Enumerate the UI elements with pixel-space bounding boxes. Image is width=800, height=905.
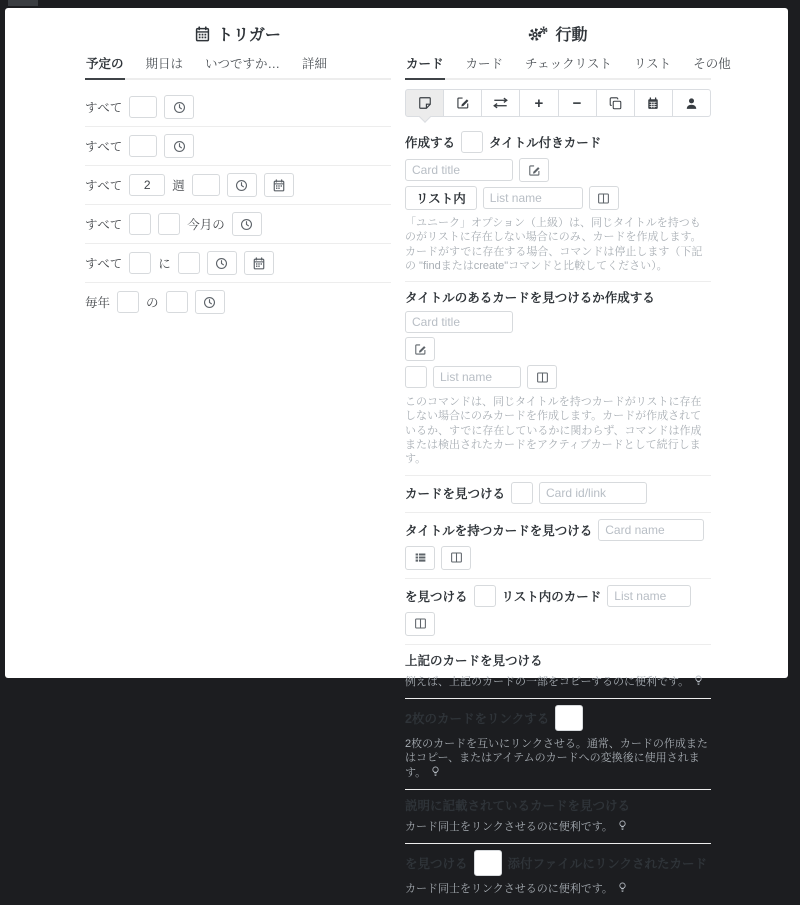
calendar-button[interactable]	[244, 251, 274, 275]
plus-icon[interactable]: +	[520, 89, 558, 117]
day-input[interactable]	[178, 252, 200, 274]
minus-icon[interactable]: −	[559, 89, 597, 117]
help-text: 2枚のカードを互いにリンクさせる。通常、カードの作成またはコピー、またはアイテムのカードへの変換後に使用されます。	[405, 737, 708, 779]
section-create-card	[405, 125, 711, 282]
user-icon[interactable]	[673, 89, 711, 117]
trigger-row-yearly	[85, 283, 391, 321]
trigger-column	[85, 8, 391, 321]
help-text: カード同士をリンクさせるのに便利です。	[405, 820, 711, 835]
trigger-row-every-day	[85, 88, 391, 127]
automation-page	[5, 8, 788, 896]
ordinal-input[interactable]	[129, 213, 151, 235]
month-input[interactable]	[117, 291, 139, 313]
columns-icon-button[interactable]	[527, 365, 557, 389]
find-or-create-label: タイトルのあるカードを見つけるか作成する	[405, 291, 655, 306]
row-label-unit: 今月の	[187, 218, 225, 232]
clone-icon[interactable]	[597, 89, 635, 117]
action-title: 行動	[555, 27, 588, 44]
section-find-above	[405, 645, 711, 699]
find-by-title-label: タイトルを持つカードを見つける	[405, 523, 593, 538]
day-input[interactable]	[158, 213, 180, 235]
lightbulb-icon	[618, 884, 627, 896]
row-label: すべて	[85, 179, 123, 193]
row-label: すべて	[85, 140, 123, 154]
card-title-input[interactable]	[405, 311, 513, 333]
help-text: 例えば、上記のカードの一部をコピーするのに便利です。	[405, 675, 711, 690]
create-label: 作成する	[405, 136, 456, 150]
row-label-unit: に	[158, 257, 171, 271]
card-id-link-input[interactable]	[539, 482, 647, 504]
tab-other[interactable]: その他	[693, 57, 731, 71]
action-column	[405, 8, 731, 905]
find-label: を見つける	[405, 589, 468, 604]
interval-input[interactable]	[129, 96, 157, 118]
tab-when[interactable]: いつですか…	[205, 57, 281, 71]
tab-card-1[interactable]: カード	[405, 54, 445, 80]
edit-icon[interactable]	[444, 89, 482, 117]
row-label: すべて	[85, 257, 123, 271]
columns-icon-button[interactable]	[441, 546, 471, 570]
list-icon-button[interactable]	[405, 546, 435, 570]
trigger-tabs	[85, 54, 391, 80]
section-find-in-description	[405, 790, 711, 844]
list-name-input[interactable]	[483, 187, 583, 209]
tab-card-2[interactable]: カード	[465, 57, 504, 71]
section-find-linked-attachment	[405, 844, 711, 905]
find-label: を見つける	[405, 857, 468, 872]
trigger-row-day-of-month	[85, 205, 391, 244]
section-find-in-list	[405, 579, 711, 645]
exchange-arrows-icon[interactable]	[482, 89, 520, 117]
tab-scheduled[interactable]: 予定の	[85, 54, 125, 80]
tab-list[interactable]: リスト	[633, 57, 672, 71]
row-label: すべて	[85, 218, 123, 232]
clock-button[interactable]	[164, 134, 194, 158]
ordinal-input[interactable]	[129, 252, 151, 274]
in-list-dropdown[interactable]: リスト内	[405, 186, 477, 210]
tab-details[interactable]: 詳細	[302, 57, 328, 71]
clock-button[interactable]	[207, 251, 237, 275]
card-in-list-label: リスト内のカード	[501, 589, 602, 604]
help-text: 「ユニーク」オプション（上級）は、同じタイトルを持つものがリストに存在しない場合にのみ、カードを作成します。カードがすでに存在する場合、コマンドは停止します（下記の "findまたはcreate"コマンドと比較してください）。	[405, 217, 703, 272]
card-with-title-label: タイトル付きカード	[489, 136, 602, 150]
help-text: カード同士をリンクさせるのに便利です。	[405, 882, 711, 897]
columns-icon-button[interactable]	[405, 612, 435, 636]
row-label-unit: の	[146, 296, 159, 310]
find-in-description-label: 説明に記載されているカードを見つける	[405, 798, 631, 813]
weekday-input[interactable]	[192, 174, 220, 196]
tab-checklist[interactable]: チェックリスト	[525, 57, 612, 71]
clock-button[interactable]	[232, 212, 262, 236]
section-find-card	[405, 476, 711, 513]
help-text: このコマンドは、同じタイトルを持つカードがリストに存在しない場合にのみカードを作成します。カードが作成されているか、すでに存在しているかに関わらず、コマンドは作成または検出されたカードをアクティブカードとして続行します。	[405, 396, 702, 466]
link-option-input[interactable]	[555, 705, 583, 731]
clock-button[interactable]	[227, 173, 257, 197]
columns-icon-button[interactable]	[589, 186, 619, 210]
clock-button[interactable]	[164, 95, 194, 119]
list-name-input[interactable]	[607, 585, 691, 607]
calendar-icon	[195, 26, 210, 42]
linked-attachment-label: 添付ファイルにリンクされたカード	[507, 857, 708, 872]
list-name-input[interactable]	[433, 366, 521, 388]
link-two-cards-label: 2枚のカードをリンクする	[405, 711, 550, 726]
day-input[interactable]	[166, 291, 188, 313]
row-label: 毎年	[85, 296, 111, 310]
action-heading	[405, 22, 711, 45]
clock-button[interactable]	[195, 290, 225, 314]
browser-frame-notch	[8, 0, 38, 6]
trigger-heading	[85, 22, 391, 45]
card-name-input[interactable]	[598, 519, 704, 541]
unique-option-input[interactable]	[461, 131, 483, 153]
action-tabs	[405, 54, 731, 80]
card-title-input[interactable]	[405, 159, 513, 181]
edit-icon-button[interactable]	[519, 158, 549, 182]
attachment-option-input[interactable]	[474, 850, 502, 876]
section-link-two-cards	[405, 699, 711, 790]
card-icon[interactable]	[405, 89, 444, 117]
lightbulb-icon	[431, 768, 440, 780]
lightbulb-icon	[694, 677, 703, 689]
lightbulb-icon	[618, 822, 627, 834]
week-count-input[interactable]	[129, 174, 165, 196]
action-toolbar	[405, 89, 711, 117]
find-card-label: カードを見つける	[405, 486, 506, 501]
find-above-label: 上記のカードを見つける	[405, 653, 543, 668]
calendar-button[interactable]	[264, 173, 294, 197]
position-input[interactable]	[405, 366, 427, 388]
row-label-unit: 週	[172, 179, 185, 193]
row-label: すべて	[85, 101, 123, 115]
trigger-row-every-weekday	[85, 127, 391, 166]
cogs-icon	[528, 26, 548, 42]
trigger-title: トリガー	[217, 27, 281, 44]
edit-icon-button[interactable]	[405, 337, 435, 361]
section-find-by-title	[405, 513, 711, 579]
interval-input[interactable]	[129, 135, 157, 157]
trigger-row-every-n-weeks	[85, 166, 391, 205]
trigger-row-specific-date	[85, 244, 391, 283]
option-input[interactable]	[511, 482, 533, 504]
tab-due-date[interactable]: 期日は	[145, 57, 184, 71]
calendar-icon[interactable]	[635, 89, 673, 117]
position-input[interactable]	[474, 585, 496, 607]
section-find-or-create	[405, 282, 711, 475]
